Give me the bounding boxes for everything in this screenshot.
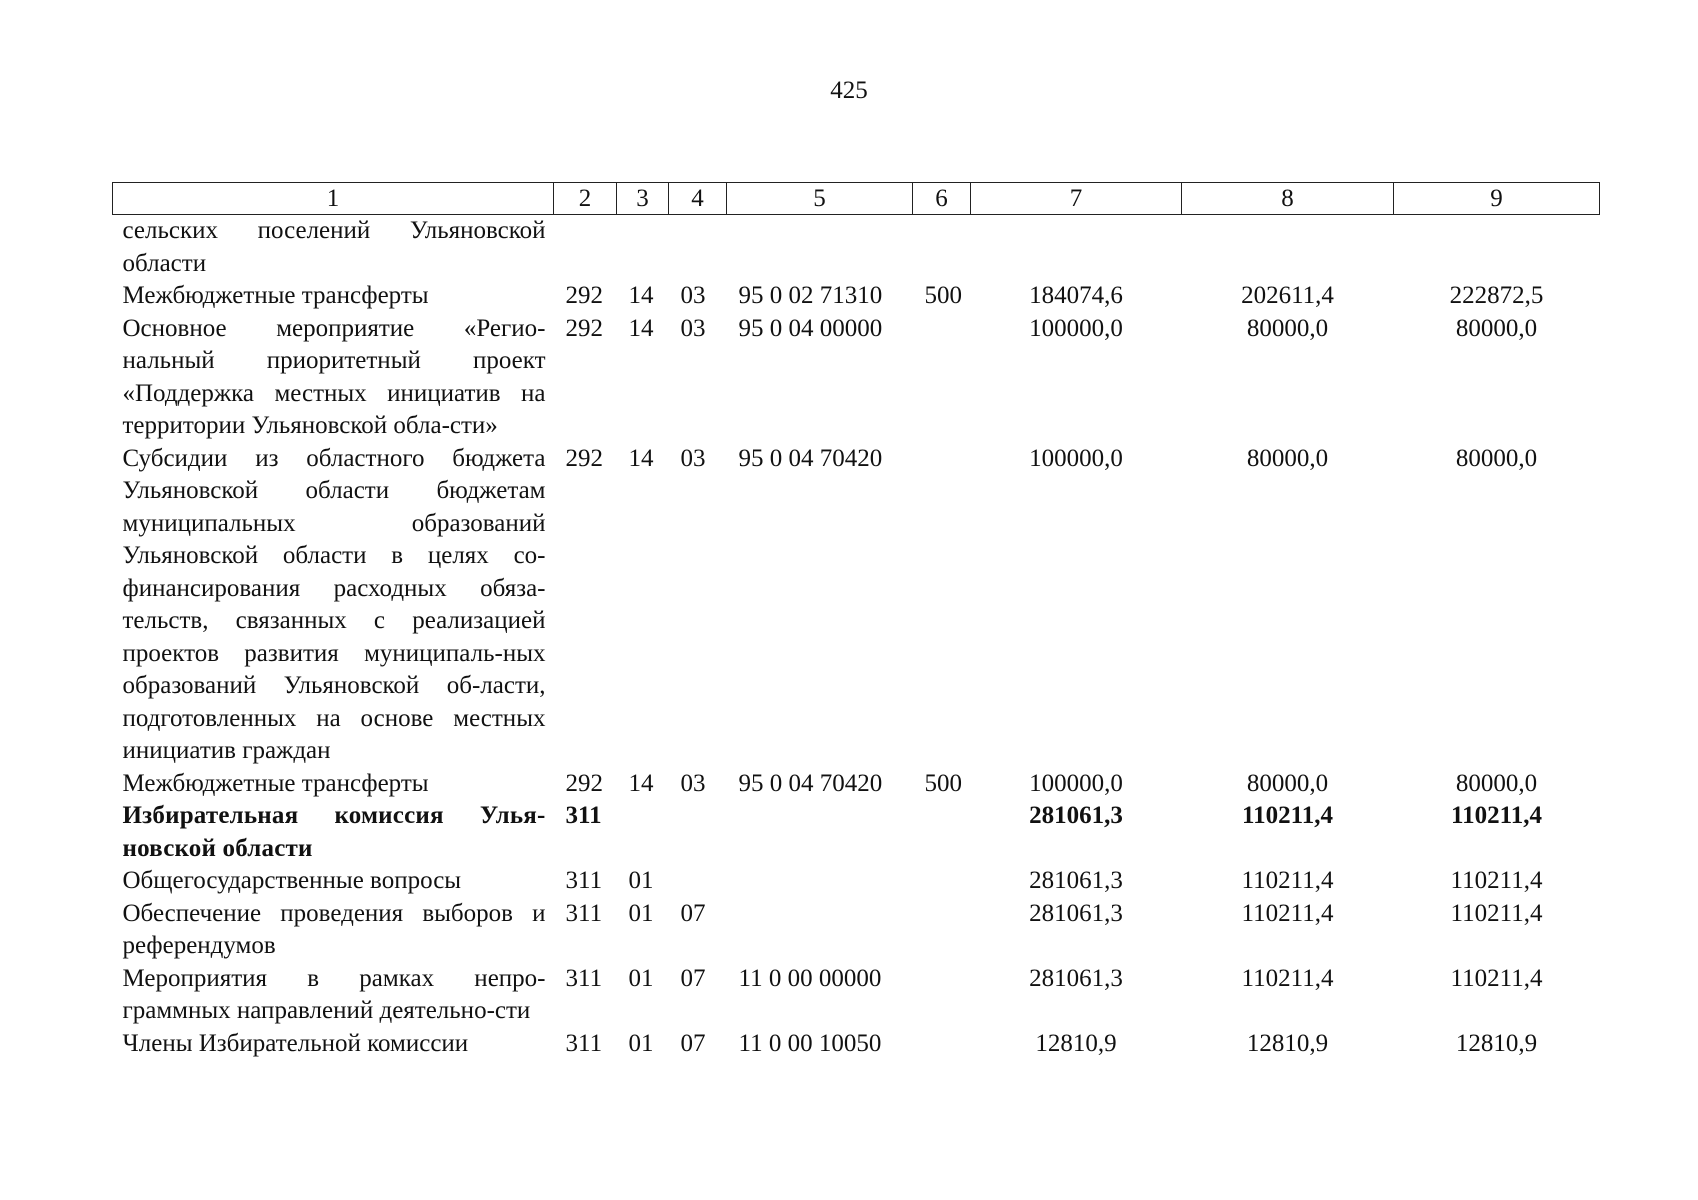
code-subsection: 07 xyxy=(680,1029,706,1057)
amount-year-3: 80000,0 xyxy=(1455,769,1538,797)
header-col-2: 2 xyxy=(554,183,617,215)
code-target: 11 0 00 00000 xyxy=(738,964,882,992)
amount-year-2: 110211,4 xyxy=(1241,964,1334,992)
header-col-4: 4 xyxy=(669,183,727,215)
code-admin xyxy=(554,215,617,281)
amount-year-3: 110211,4 xyxy=(1450,899,1543,927)
amount-year-2: 80000,0 xyxy=(1246,444,1329,472)
item-name: Субсидии из областного бюджета Ульяновской области бюджетам муниципальных образований Ульяновской области в целях со-финансирования расходных обяза-тельств, связанных с реализацией проектов развития муниципаль-ных образований Ульяновской об-ласти, подготовленных на основе местных инициатив граждан xyxy=(122,444,546,764)
code-expense-type xyxy=(913,443,971,768)
code-expense-type xyxy=(913,800,971,865)
code-subsection xyxy=(669,800,727,865)
amount-year-2: 12810,9 xyxy=(1246,1029,1329,1057)
code-expense-type xyxy=(913,963,971,1028)
code-admin: 292 xyxy=(565,769,603,797)
item-name: Общегосударственные вопросы xyxy=(122,867,462,894)
amount-year-3: 80000,0 xyxy=(1455,444,1538,472)
amount-year-1: 184074,6 xyxy=(1029,282,1123,309)
code-section: 01 xyxy=(628,867,654,894)
table-row xyxy=(113,963,1600,1028)
header-col-7: 7 xyxy=(971,183,1182,215)
code-expense-type xyxy=(913,215,971,281)
code-target xyxy=(727,898,913,963)
code-admin: 311 xyxy=(565,867,603,894)
header-col-8: 8 xyxy=(1182,183,1394,215)
table-body xyxy=(113,215,1600,1061)
item-name: Межбюджетные трансферты xyxy=(122,769,429,797)
amount-year-3: 12810,9 xyxy=(1455,1029,1538,1057)
item-name: сельских поселений Ульяновской области xyxy=(122,217,546,277)
item-name: Члены Избирательной комиссии xyxy=(122,1029,469,1057)
header-col-9: 9 xyxy=(1394,183,1600,215)
code-target: 95 0 04 70420 xyxy=(738,769,883,797)
table-row xyxy=(113,313,1600,443)
code-admin: 292 xyxy=(565,282,603,309)
code-section xyxy=(617,215,669,281)
item-name: Обеспечение проведения выборов и референдумов xyxy=(122,899,546,959)
amount-year-3: 110211,4 xyxy=(1451,802,1542,829)
amount-year-1 xyxy=(971,215,1182,281)
code-target xyxy=(727,215,913,281)
code-subsection: 03 xyxy=(680,769,706,797)
code-expense-type xyxy=(913,898,971,963)
amount-year-1: 281061,3 xyxy=(1029,899,1123,927)
amount-year-2 xyxy=(1182,215,1394,281)
table-row xyxy=(113,1028,1600,1061)
code-admin: 311 xyxy=(565,802,602,829)
code-target: 95 0 02 71310 xyxy=(738,282,883,309)
code-section: 01 xyxy=(628,899,654,927)
code-target xyxy=(727,865,913,898)
amount-year-3: 110211,4 xyxy=(1450,867,1543,894)
table-row xyxy=(113,898,1600,963)
amount-year-3: 110211,4 xyxy=(1450,964,1543,992)
code-target xyxy=(727,800,913,865)
amount-year-2: 202611,4 xyxy=(1241,282,1334,309)
code-section: 14 xyxy=(628,769,654,797)
code-section: 14 xyxy=(628,444,654,472)
code-subsection: 03 xyxy=(680,314,706,342)
amount-year-1: 100000,0 xyxy=(1029,314,1123,342)
code-expense-type xyxy=(913,1028,971,1061)
code-expense-type: 500 xyxy=(924,769,962,797)
code-expense-type: 500 xyxy=(924,282,962,309)
item-name: Избирательная комиссия Улья-новской области xyxy=(122,802,546,862)
table-row xyxy=(113,800,1600,865)
code-subsection xyxy=(669,215,727,281)
code-section: 14 xyxy=(628,282,654,309)
code-expense-type xyxy=(913,313,971,443)
code-subsection: 07 xyxy=(680,964,706,992)
code-section xyxy=(617,800,669,865)
code-target: 95 0 04 00000 xyxy=(738,314,883,342)
code-subsection: 07 xyxy=(680,899,706,927)
amount-year-2: 110211,4 xyxy=(1242,802,1333,829)
budget-table xyxy=(112,182,1600,1060)
amount-year-2: 80000,0 xyxy=(1246,314,1329,342)
item-name: Основное мероприятие «Регио-нальный приоритетный проект «Поддержка местных инициатив на территории Ульяновской обла-сти» xyxy=(122,314,546,439)
header-row xyxy=(113,183,1600,215)
amount-year-3 xyxy=(1394,215,1600,281)
header-col-6: 6 xyxy=(913,183,971,215)
amount-year-1: 281061,3 xyxy=(1029,964,1123,992)
table-row xyxy=(113,280,1600,313)
code-admin: 311 xyxy=(565,964,603,992)
code-expense-type xyxy=(913,865,971,898)
amount-year-3: 222872,5 xyxy=(1449,282,1544,309)
code-target: 95 0 04 70420 xyxy=(738,444,883,472)
code-subsection: 03 xyxy=(680,444,706,472)
item-name: Мероприятия в рамках непро-граммных направлений деятельно-сти xyxy=(122,964,546,1024)
item-name: Межбюджетные трансферты xyxy=(122,282,429,309)
amount-year-2: 80000,0 xyxy=(1246,769,1329,797)
code-target: 11 0 00 10050 xyxy=(738,1029,882,1057)
header-col-3: 3 xyxy=(617,183,669,215)
code-subsection: 03 xyxy=(680,282,706,309)
amount-year-1: 100000,0 xyxy=(1029,769,1123,797)
header-col-1: 1 xyxy=(113,183,554,215)
code-admin: 292 xyxy=(565,444,603,472)
amount-year-2: 110211,4 xyxy=(1241,899,1334,927)
amount-year-1: 12810,9 xyxy=(1035,1029,1117,1057)
code-section: 14 xyxy=(628,314,654,342)
table-row xyxy=(113,443,1600,768)
code-admin: 311 xyxy=(565,1029,603,1057)
header-col-5: 5 xyxy=(727,183,913,215)
code-subsection xyxy=(669,865,727,898)
amount-year-1: 100000,0 xyxy=(1029,444,1123,472)
code-section: 01 xyxy=(628,964,654,992)
table-row xyxy=(113,215,1600,281)
amount-year-1: 281061,3 xyxy=(1029,867,1123,894)
code-admin: 311 xyxy=(565,899,603,927)
code-admin: 292 xyxy=(565,314,603,342)
amount-year-3: 80000,0 xyxy=(1455,314,1538,342)
page-number: 425 xyxy=(830,77,868,104)
amount-year-1: 281061,3 xyxy=(1029,802,1123,829)
amount-year-2: 110211,4 xyxy=(1241,867,1334,894)
table-row xyxy=(113,768,1600,801)
code-section: 01 xyxy=(628,1029,654,1057)
table-row xyxy=(113,865,1600,898)
